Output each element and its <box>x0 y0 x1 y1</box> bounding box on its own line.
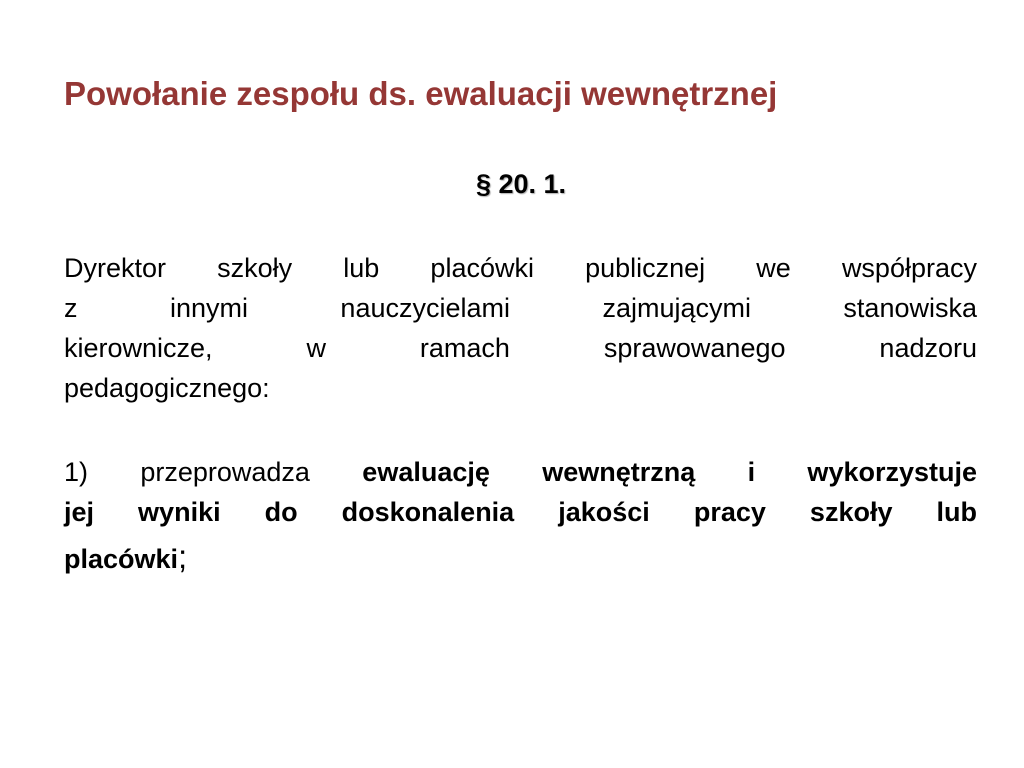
point-emphasis: ewaluację wewnętrzną i wykorzystuje <box>362 457 978 487</box>
point-emphasis: placówki <box>64 544 179 574</box>
section-number: § 20. 1. <box>475 169 567 199</box>
intro-line: z innymi nauczycielami zajmującymi stanowiska <box>64 293 977 323</box>
point-paragraph <box>64 452 977 584</box>
slide-title: Powołanie zespołu ds. ewaluacji wewnętrznej <box>64 75 778 112</box>
point-number: 1) przeprowadza <box>64 457 363 487</box>
intro-line: pedagogicznego: <box>64 373 270 403</box>
intro-line: Dyrektor szkoły lub placówki publicznej we współpracy <box>64 253 977 283</box>
point-emphasis: jej wyniki do doskonalenia jakości pracy szkoły lub <box>64 497 977 527</box>
intro-paragraph <box>64 248 977 408</box>
point-line <box>64 452 977 492</box>
point-punctuation: ; <box>178 538 188 575</box>
point-line <box>64 532 977 584</box>
intro-line: kierownicze, w ramach sprawowanego nadzoru <box>64 333 977 363</box>
